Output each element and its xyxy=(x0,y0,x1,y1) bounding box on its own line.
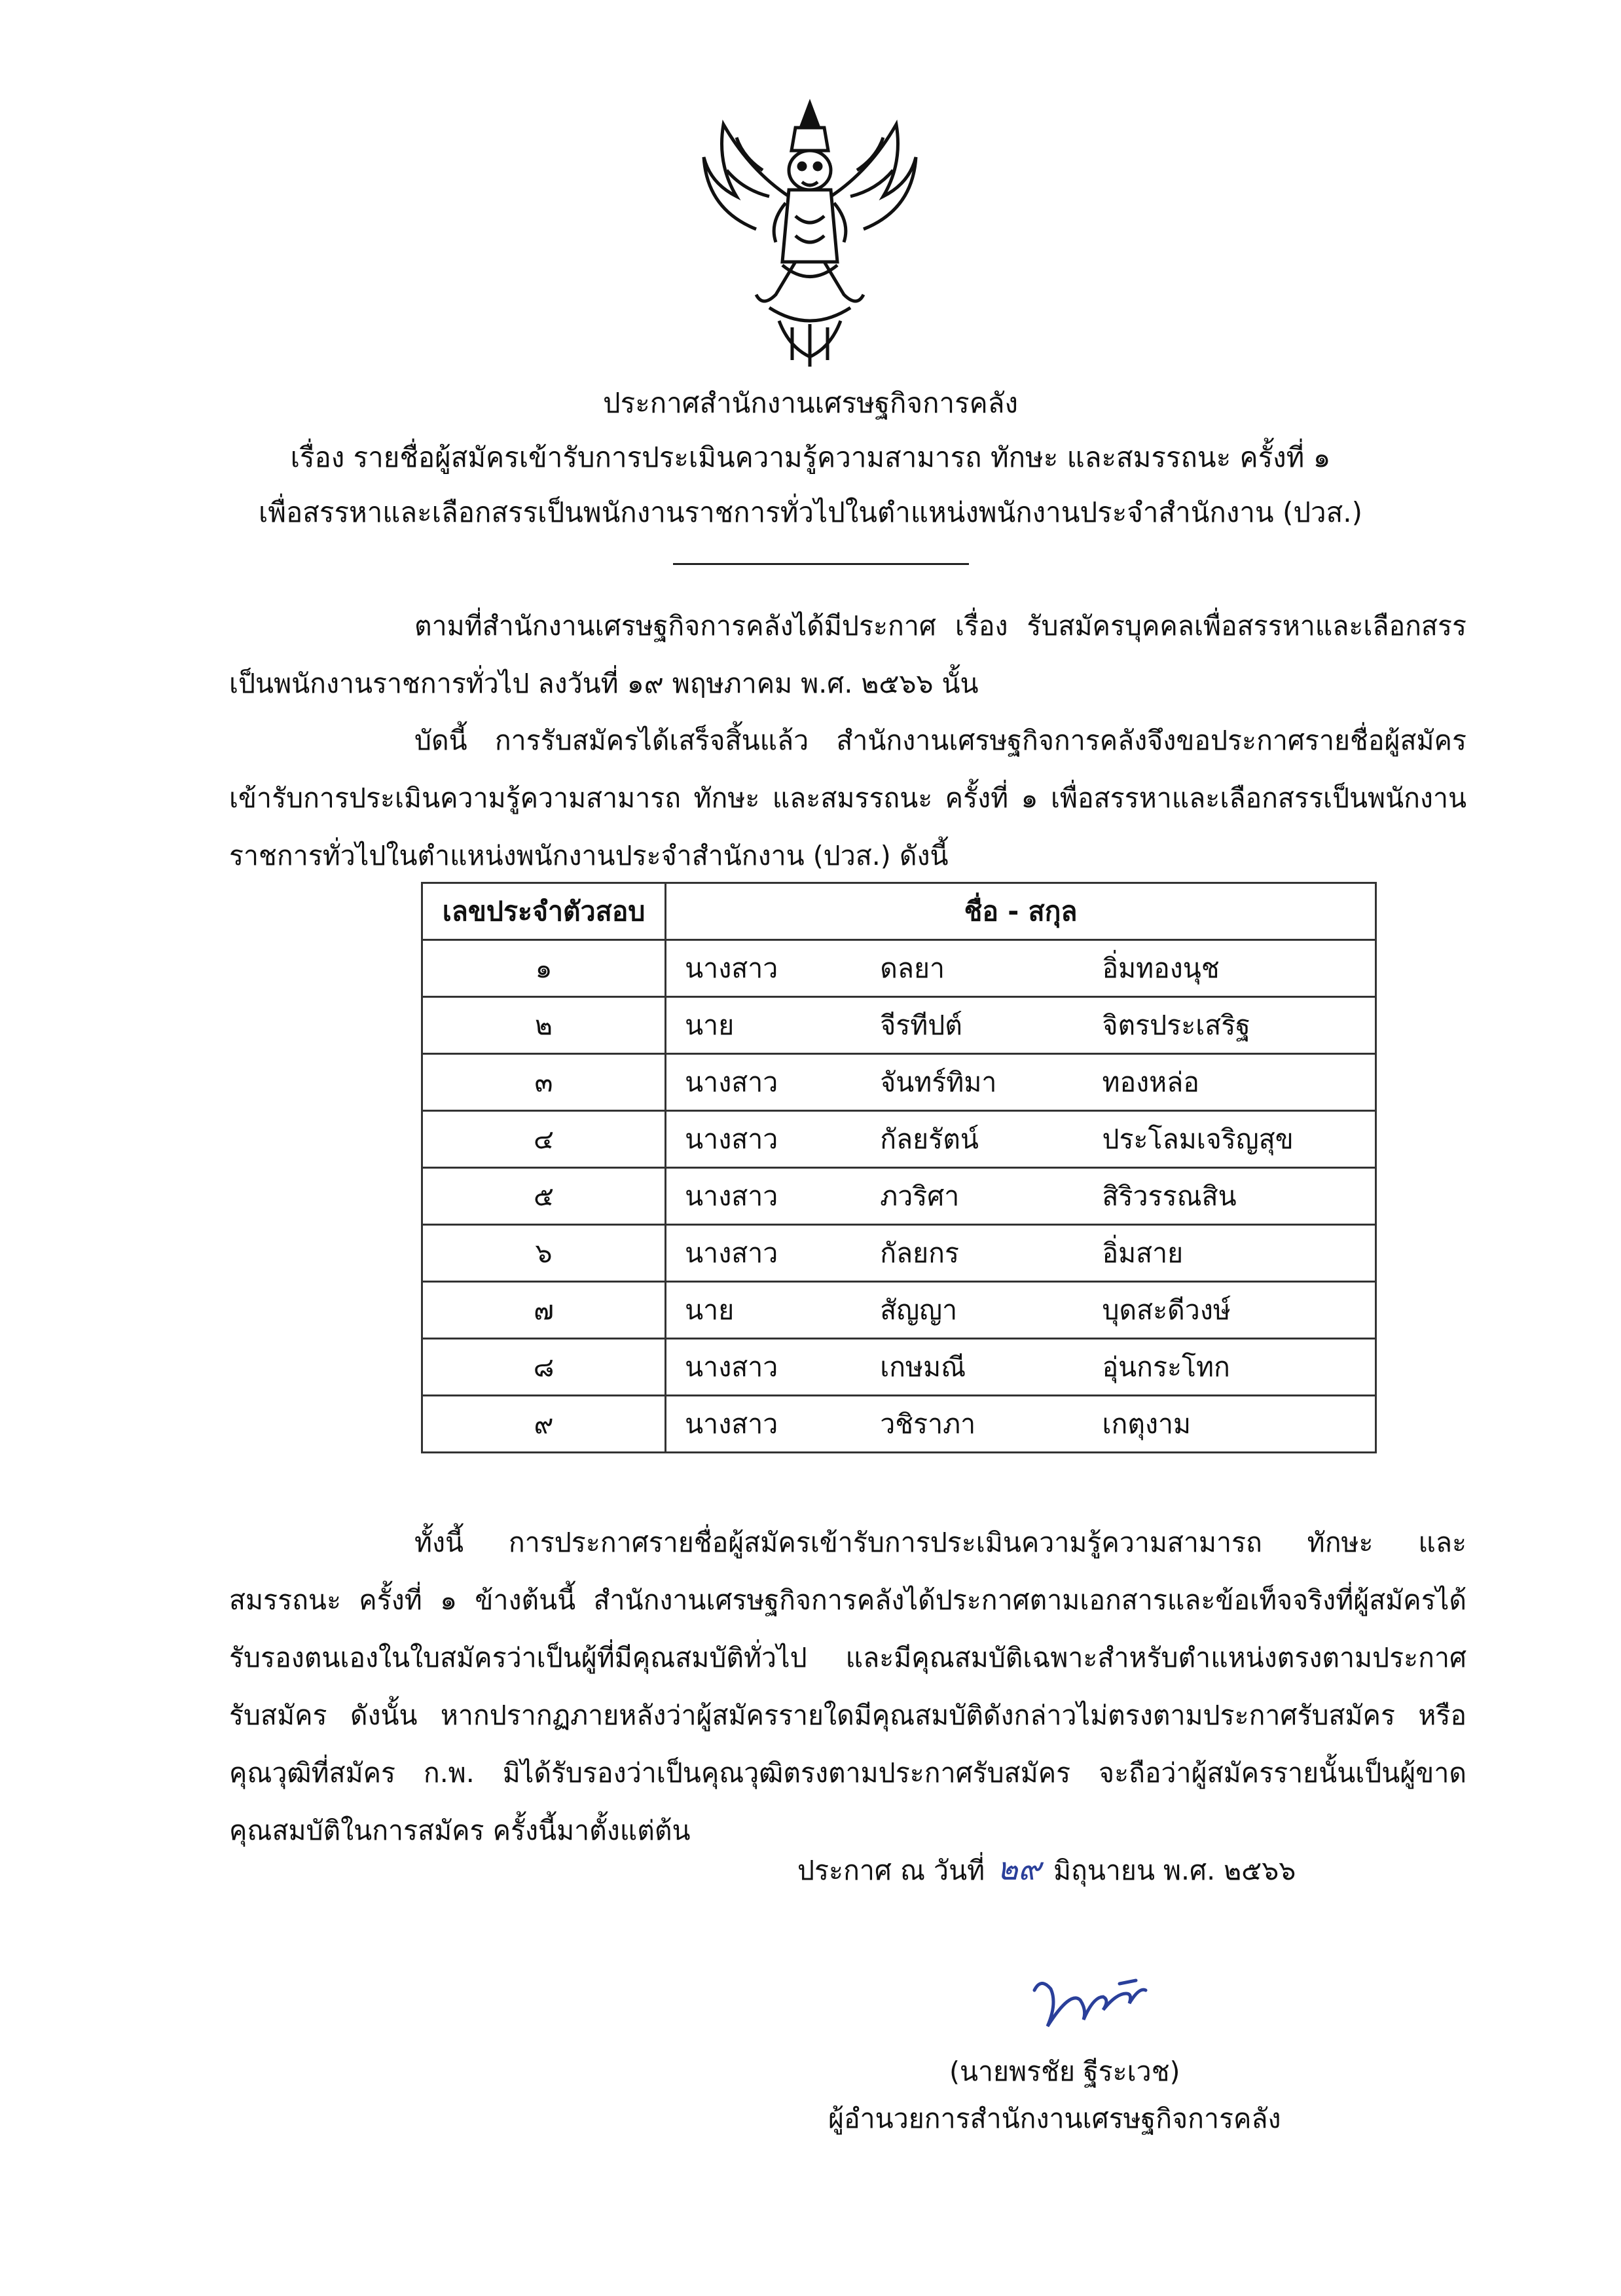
first-name-cell: ภวริศา xyxy=(862,1168,1084,1225)
handwritten-signature xyxy=(1021,1964,1152,2036)
title-cell: นางสาว xyxy=(666,940,862,997)
first-name-cell: วชิราภา xyxy=(862,1396,1084,1453)
first-name-cell: เกษมณี xyxy=(862,1339,1084,1396)
first-name-cell: สัญญา xyxy=(862,1282,1084,1339)
title-cell: นาย xyxy=(666,997,862,1054)
announcement-title: ประกาศสำนักงานเศรษฐกิจการคลัง xyxy=(603,387,1018,419)
table-row xyxy=(422,1111,1376,1168)
exam-id-cell: ๗ xyxy=(422,1282,666,1339)
last-name-cell: อุ่นกระโทก xyxy=(1084,1339,1375,1396)
exam-id-cell: ๒ xyxy=(422,997,666,1054)
title-cell: นางสาว xyxy=(666,1054,862,1111)
title-cell: นางสาว xyxy=(666,1339,862,1396)
exam-id-cell: ๔ xyxy=(422,1111,666,1168)
table-row xyxy=(422,1054,1376,1111)
last-name-cell: เกตุงาม xyxy=(1084,1396,1375,1453)
first-name-cell: กัลยรัตน์ xyxy=(862,1111,1084,1168)
exam-id-cell: ๓ xyxy=(422,1054,666,1111)
garuda-emblem-icon xyxy=(697,98,923,373)
announcement-date xyxy=(797,1850,1296,1890)
table-header-row xyxy=(422,883,1376,940)
first-name-cell: จันทร์ทิมา xyxy=(862,1054,1084,1111)
exam-id-cell: ๘ xyxy=(422,1339,666,1396)
date-suffix: มิถุนายน พ.ศ. ๒๕๖๖ xyxy=(1053,1855,1296,1886)
table-row xyxy=(422,1168,1376,1225)
table-row xyxy=(422,997,1376,1054)
title-cell: นางสาว xyxy=(666,1396,862,1453)
column-header-exam-id: เลขประจำตัวสอบ xyxy=(422,883,666,940)
paragraph-conditions: ทั้งนี้ การประกาศรายชื่อผู้สมัครเข้ารับการประเมินความรู้ความสามารถ ทักษะ และสมรรถนะ ครั้งที่ ๑ ข้างต้นนี้ สำนักงานเศรษฐกิจการคลังได้ประกาศตามเอกสารและข้อเท็จจริงที่ผู้สมัครได้รับรองตนเองในใบสมัครว่าเป็นผู้ที่มีคุณสมบัติทั่วไป และมีคุณสมบัติเฉพาะสำหรับตำแหน่งตรงตามประกาศรับสมัคร ดังนั้น หากปรากฏภายหลังว่าผู้สมัครรายใดมีคุณสมบัติดังกล่าวไม่ตรงตามประกาศรับสมัคร หรือคุณวุฒิที่สมัคร ก.พ. มิได้รับรองว่าเป็นคุณวุฒิตรงตามประกาศรับสมัคร จะถือว่าผู้สมัครรายนั้นเป็นผู้ขาดคุณสมบัติในการสมัคร ครั้งนี้มาตั้งแต่ต้น xyxy=(229,1527,1466,1846)
last-name-cell: บุดสะดีวงษ์ xyxy=(1084,1282,1375,1339)
last-name-cell: ประโลมเจริญสุข xyxy=(1084,1111,1375,1168)
last-name-cell: จิตรประเสริฐ xyxy=(1084,997,1375,1054)
exam-id-cell: ๑ xyxy=(422,940,666,997)
table-row xyxy=(422,1225,1376,1282)
signer-title: ผู้อำนวยการสำนักงานเศรษฐกิจการคลัง xyxy=(828,2103,1281,2134)
date-day-handwritten: ๒๙ xyxy=(997,1851,1041,1887)
paragraph-reference: ตามที่สำนักงานเศรษฐกิจการคลังได้มีประกาศ เรื่อง รับสมัครบุคคลเพื่อสรรหาและเลือกสรรเป็นพนักงานราชการทั่วไป ลงวันที่ ๑๙ พฤษภาคม พ.ศ. ๒๕๖๖ นั้น xyxy=(229,610,1466,699)
date-prefix: ประกาศ ณ วันที่ xyxy=(797,1855,985,1886)
first-name-cell: ดลยา xyxy=(862,940,1084,997)
announcement-subject-continued: เพื่อสรรหาและเลือกสรรเป็นพนักงานราชการทั่วไปในตำแหน่งพนักงานประจำสำนักงาน (ปวส.) xyxy=(259,496,1362,528)
exam-id-cell: ๕ xyxy=(422,1168,666,1225)
announcement-subject: เรื่อง รายชื่อผู้สมัครเข้ารับการประเมินความรู้ความสามารถ ทักษะ และสมรรถนะ ครั้งที่ ๑ xyxy=(290,441,1331,473)
table-row xyxy=(422,1396,1376,1453)
title-cell: นางสาว xyxy=(666,1168,862,1225)
exam-id-cell: ๖ xyxy=(422,1225,666,1282)
title-divider xyxy=(673,563,969,565)
table-row xyxy=(422,1282,1376,1339)
last-name-cell: สิริวรรณสิน xyxy=(1084,1168,1375,1225)
candidate-table xyxy=(421,882,1377,1453)
signer-name: (นายพรชัย ฐีระเวช) xyxy=(949,2056,1180,2087)
table-row xyxy=(422,940,1376,997)
title-cell: นางสาว xyxy=(666,1111,862,1168)
last-name-cell: ทองหล่อ xyxy=(1084,1054,1375,1111)
title-cell: นาย xyxy=(666,1282,862,1339)
first-name-cell: กัลยกร xyxy=(862,1225,1084,1282)
exam-id-cell: ๙ xyxy=(422,1396,666,1453)
first-name-cell: จีรทีปต์ xyxy=(862,997,1084,1054)
column-header-name: ชื่อ - สกุล xyxy=(666,883,1376,940)
last-name-cell: อิ่มทองนุช xyxy=(1084,940,1375,997)
paragraph-announcement: บัดนี้ การรับสมัครได้เสร็จสิ้นแล้ว สำนักงานเศรษฐกิจการคลังจึงขอประกาศรายชื่อผู้สมัครเข้ารับการประเมินความรู้ความสามารถ ทักษะ และสมรรถนะ ครั้งที่ ๑ เพื่อสรรหาและเลือกสรรเป็นพนักงานราชการทั่วไปในตำแหน่งพนักงานประจำสำนักงาน (ปวส.) ดังนี้ xyxy=(229,725,1466,871)
last-name-cell: อิ่มสาย xyxy=(1084,1225,1375,1282)
table-row xyxy=(422,1339,1376,1396)
title-cell: นางสาว xyxy=(666,1225,862,1282)
